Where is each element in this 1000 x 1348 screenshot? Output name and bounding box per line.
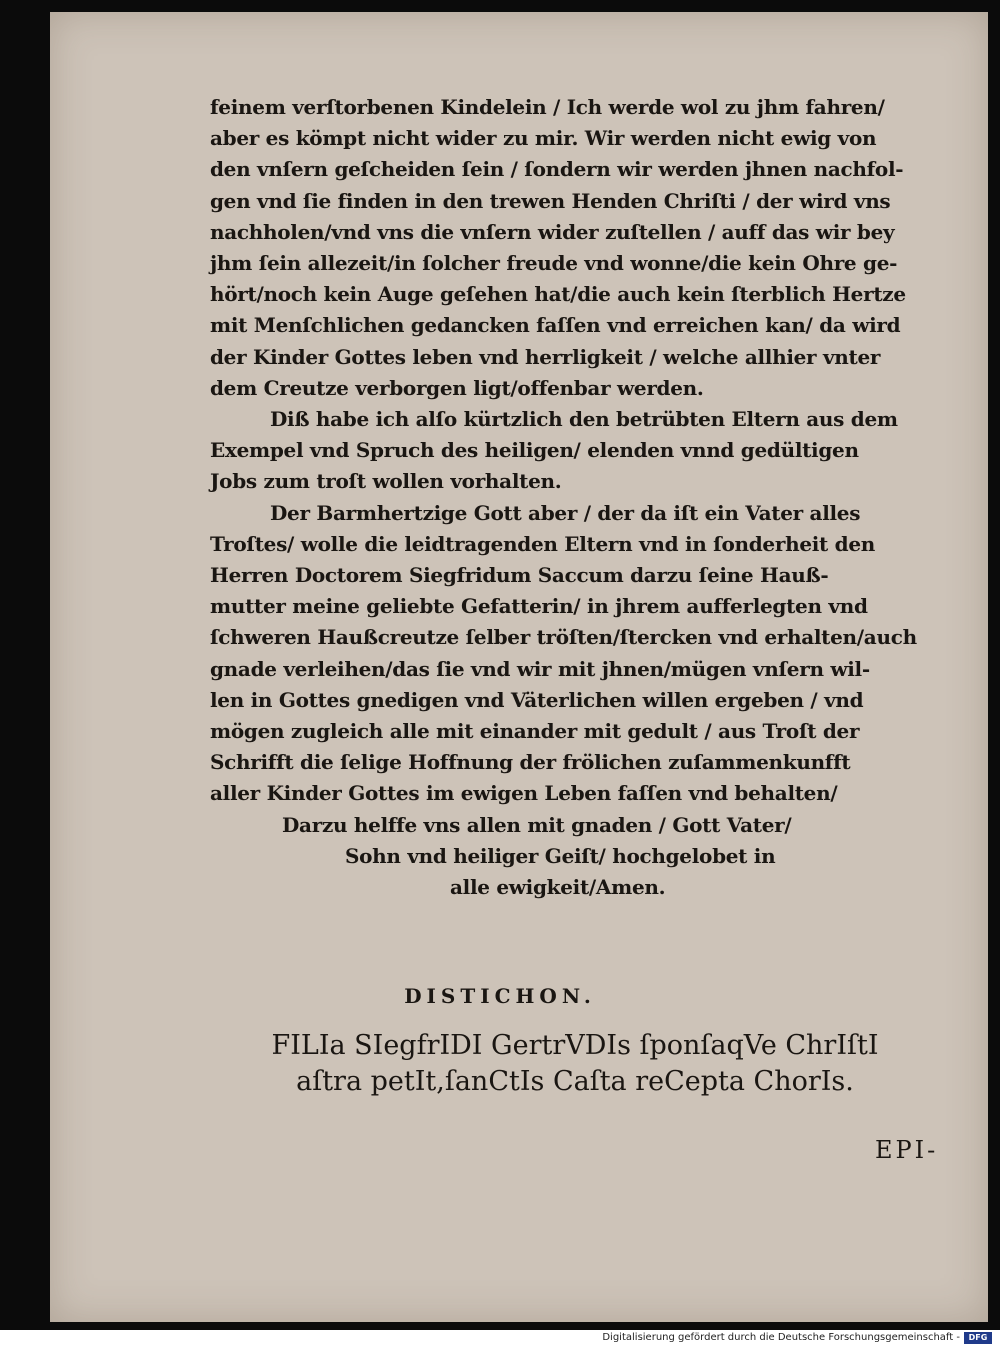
text-line: Herren Doctorem Siegfridum Saccum darzu ſeine Hauß- — [210, 563, 829, 588]
distichon-line: FILIa SIegfrIDI GertrVDIs ſponſaqVe ChrIſtI — [271, 1030, 879, 1061]
text-line: aller Kinder Gottes im ewigen Leben faſſen vnd behalten/ — [210, 781, 838, 806]
text-line: Troſtes/ wolle die leidtragenden Eltern vnd in ſonderheit den — [210, 531, 876, 556]
body-text — [210, 92, 917, 903]
text-line: Jobs zum troſt wollen vorhalten. — [210, 469, 562, 494]
text-line: dem Creutze verborgen ligt/offenbar werden. — [210, 375, 704, 400]
text-line: Sohn vnd heiliger Geiſt/ hochgelobet in — [345, 843, 776, 868]
text-line: mutter meine geliebte Gefatterin/ in jhrem aufferlegten vnd — [210, 594, 868, 619]
text-line: Darzu helffe vns allen mit gnaden / Gott Vater/ — [282, 812, 792, 837]
distichon-heading: DISTICHON. — [404, 984, 596, 1008]
text-line: mit Menſchlichen gedancken faſſen vnd erreichen kan/ da wird — [210, 313, 901, 338]
text-line: jhm ſein allezeit/in ſolcher freude vnd wonne/die kein Ohre ge- — [210, 251, 898, 276]
text-line: len in Gottes gnedigen vnd Väterlichen willen ergeben / vnd — [210, 687, 864, 712]
text-line: gen vnd ſie finden in den trewen Henden Chriſti / der wird vns — [210, 188, 891, 213]
text-line: Schrifft die ſelige Hoffnung der frölichen zuſammenkunfft — [210, 750, 851, 775]
footer-bar — [0, 1330, 1000, 1348]
text-line: Exempel vnd Spruch des heiligen/ elenden vnnd gedültigen — [210, 438, 859, 463]
text-line: feinem verſtorbenen Kindelein / Ich werde wol zu jhm fahren/ — [210, 95, 885, 119]
text-line: Der Barmhertzige Gott aber / der da iſt ein Vater alles — [270, 500, 861, 525]
text-line: ſchweren Haußcreutze ſelber tröſten/ſtercken vnd erhalten/auch — [210, 625, 917, 650]
catchword: EPI- — [875, 1136, 939, 1164]
text-line: der Kinder Gottes leben vnd herrligkeit / welche allhier vnter — [210, 344, 881, 369]
text-line: Diß habe ich alſo kürtzlich den betrübten Eltern aus dem — [270, 407, 898, 432]
text-line: alle ewigkeit/Amen. — [450, 875, 666, 900]
funding-credit: Digitalisierung gefördert durch die Deutsche Forschungsgemeinschaft - — [602, 1332, 960, 1343]
text-line: den vnſern geſcheiden ſein / ſondern wir werden jhnen nachfol- — [210, 157, 904, 182]
dfg-logo-icon: DFG — [964, 1332, 992, 1344]
text-line: nachholen/vnd vns die vnſern wider zuſtellen / auff das wir bey — [210, 219, 895, 244]
text-line: gnade verleihen/das ſie vnd wir mit jhnen/mügen vnſern wil- — [210, 656, 870, 681]
text-line: aber es kömpt nicht wider zu mir. Wir werden nicht ewig von — [210, 126, 877, 151]
text-line: hört/noch kein Auge geſehen hat/die auch kein ſterblich Hertze — [210, 282, 906, 307]
distichon-verse — [210, 1028, 940, 1100]
distichon-line: aſtra petIt,ſanCtIs Caſta reCepta ChorIs. — [296, 1066, 854, 1097]
text-line: mögen zugleich alle mit einander mit gedult / aus Troſt der — [210, 719, 860, 744]
